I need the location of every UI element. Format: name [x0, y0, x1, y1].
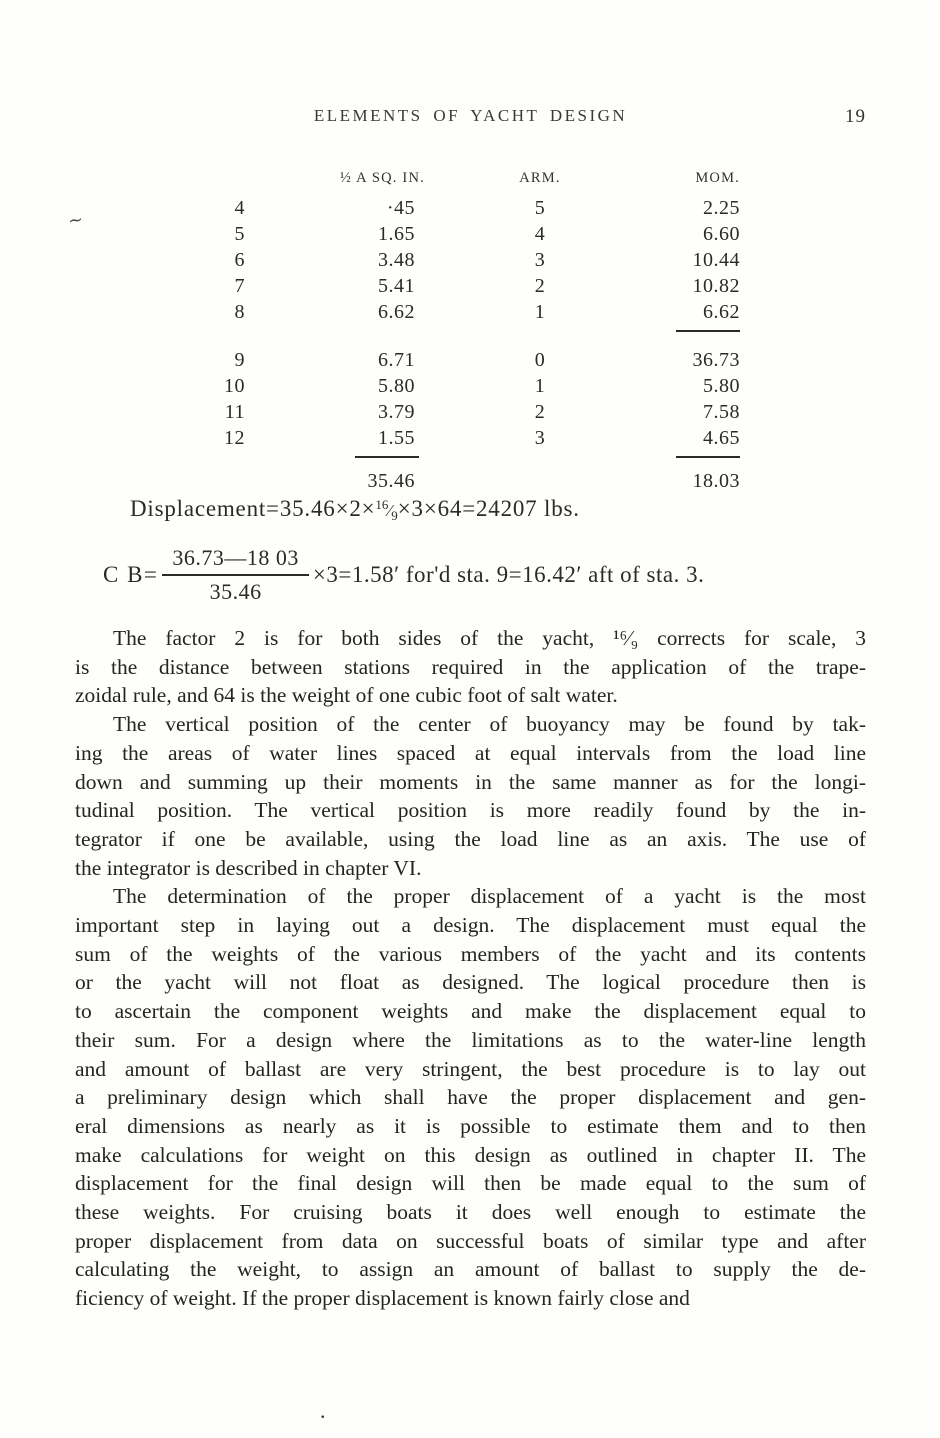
table-cell	[248, 451, 433, 464]
station-cell: 10	[224, 375, 245, 397]
area-total-cell: 35.46	[367, 470, 415, 492]
half-area-cell: 5.41	[378, 275, 415, 297]
text-line: eral dimensions as nearly as it is possible to estimate them and to then	[75, 1113, 866, 1138]
arm-cell: 0	[534, 349, 546, 371]
text-line: The factor 2 is for both sides of the yacht, ¹⁶⁄₉ corrects for scale, 3	[113, 626, 866, 650]
displacement-formula-suffix: ×3×64=24207 lbs.	[397, 496, 580, 521]
footer-stray-dot: .	[320, 1398, 326, 1423]
arm-cell: 1	[534, 301, 546, 323]
text-line: tudinal position. The vertical position is more readily found by the in-	[75, 798, 866, 823]
text-line: displacement for the final design will then be made equal to the sum of	[75, 1171, 866, 1196]
moment-cell: 6.62	[703, 301, 740, 323]
margin-stray-mark: ∼	[66, 209, 85, 231]
scale-fraction	[375, 496, 397, 521]
body-text	[75, 624, 866, 1313]
page-title: ELEMENTS OF YACHT DESIGN	[313, 106, 628, 125]
half-area-cell: ·45	[386, 197, 415, 219]
half-area-cell: 1.55	[378, 427, 415, 449]
text-line: The determination of the proper displacement of a yacht is the most	[113, 884, 866, 909]
cb-fraction	[162, 545, 309, 605]
moment-cell: 6.60	[703, 223, 740, 245]
half-area-cell: 3.79	[378, 401, 415, 423]
col-header-half-area: ½ A SQ. IN.	[340, 170, 425, 186]
text-line: a preliminary design which shall have the proper displacement and gen-	[75, 1085, 866, 1110]
moment-cell: 10.82	[692, 275, 740, 297]
text-line: important step in laying out a design. The displacement must equal the	[75, 913, 866, 938]
station-cell: 6	[234, 249, 245, 271]
cb-lhs: C B=	[103, 562, 159, 587]
text-line: and amount of ballast are very stringent, the best procedure is to lay out	[75, 1056, 866, 1081]
table-cell	[433, 325, 583, 347]
arm-cell: 5	[534, 197, 546, 219]
fraction-numerator: 16	[375, 497, 389, 512]
text-line: zoidal rule, and 64 is the weight of one cubic foot of salt water.	[75, 683, 618, 708]
table-cell	[433, 451, 583, 464]
moment-cell: 36.73	[692, 349, 740, 371]
cb-fraction-denominator: 35.46	[209, 579, 262, 604]
arm-cell: 1	[534, 375, 546, 397]
text-line: tegrator if one be available, using the load line as an axis. The use of	[75, 826, 866, 851]
text-line: make calculations for weight on this design as outlined in chapter II. The	[75, 1142, 866, 1167]
half-area-cell: 6.62	[378, 301, 415, 323]
sum-rule	[676, 456, 740, 458]
paragraph	[75, 710, 866, 882]
paragraph	[75, 882, 866, 1313]
table-cell	[180, 325, 248, 347]
table-cell	[583, 325, 758, 347]
text-line: sum of the weights of the various members of the yacht and its contents	[75, 941, 866, 966]
text-line: ing the areas of water lines spaced at equal intervals from the load line	[75, 740, 866, 765]
table-cell	[433, 464, 583, 494]
text-line: is the distance between stations required in the application of the trape-	[75, 654, 866, 679]
text-line: the integrator is described in chapter VI.	[75, 855, 422, 880]
paragraph	[75, 624, 866, 710]
arm-cell: 4	[534, 223, 546, 245]
table-cell	[180, 464, 248, 494]
displacement-moment-table	[180, 163, 758, 494]
text-line: ficiency of weight. If the proper displacement is known fairly close and	[75, 1286, 690, 1311]
running-head	[75, 106, 866, 132]
arm-cell: 2	[534, 401, 546, 423]
station-cell: 5	[234, 223, 245, 245]
half-area-cell: 5.80	[378, 375, 415, 397]
center-of-buoyancy-formula	[103, 545, 704, 605]
arm-cell: 3	[534, 249, 546, 271]
station-cell: 9	[234, 349, 245, 371]
displacement-formula-prefix: Displacement=35.46×2×	[130, 496, 376, 521]
station-cell: 12	[224, 427, 245, 449]
text-line: these weights. For cruising boats it does well enough to estimate the	[75, 1200, 866, 1225]
moment-cell: 2.25	[703, 197, 740, 219]
moment-cell: 7.58	[703, 401, 740, 423]
text-line: or the yacht will not float as designed. The logical procedure then is	[75, 970, 866, 995]
station-cell: 8	[234, 301, 245, 323]
half-area-cell: 3.48	[378, 249, 415, 271]
arm-cell: 2	[534, 275, 546, 297]
station-cell: 7	[234, 275, 245, 297]
text-line: down and summing up their moments in the same manner as for the longi-	[75, 769, 866, 794]
station-cell: 4	[234, 197, 245, 219]
arm-cell: 3	[534, 427, 546, 449]
moment-cell: 10.44	[692, 249, 740, 271]
half-area-cell: 6.71	[378, 349, 415, 371]
half-area-cell: 1.65	[378, 223, 415, 245]
col-header-moment: MOM.	[695, 170, 740, 186]
station-cell: 11	[224, 401, 245, 423]
cb-rhs: ×3=1.58′ for'd sta. 9=16.42′ aft of sta. 3.	[312, 562, 705, 587]
table-cell	[583, 451, 758, 464]
displacement-formula	[130, 496, 580, 524]
moment-total-cell: 18.03	[692, 470, 740, 492]
fraction-denominator: 9	[391, 508, 398, 523]
page-number: 19	[845, 106, 866, 127]
text-line: proper displacement from data on successful boats of similar type and after	[75, 1228, 866, 1253]
col-header-arm: ARM.	[519, 170, 561, 186]
sum-rule	[676, 330, 740, 332]
text-line: their sum. For a design where the limitations as to the water-line length	[75, 1027, 866, 1052]
text-line: calculating the weight, to assign an amount of ballast to supply the de-	[75, 1257, 866, 1282]
moment-cell: 5.80	[703, 375, 740, 397]
table-cell	[248, 325, 433, 347]
table-cell	[180, 451, 248, 464]
text-line: The vertical position of the center of buoyancy may be found by tak-	[113, 712, 866, 737]
fraction-slash: ⁄	[388, 501, 392, 520]
sum-rule	[355, 456, 419, 458]
cb-fraction-numerator: 36.73—18 03	[162, 545, 309, 576]
col-header-station	[180, 163, 248, 195]
text-line: to ascertain the component weights and make the displacement equal to	[75, 999, 866, 1024]
moment-cell: 4.65	[703, 427, 740, 449]
